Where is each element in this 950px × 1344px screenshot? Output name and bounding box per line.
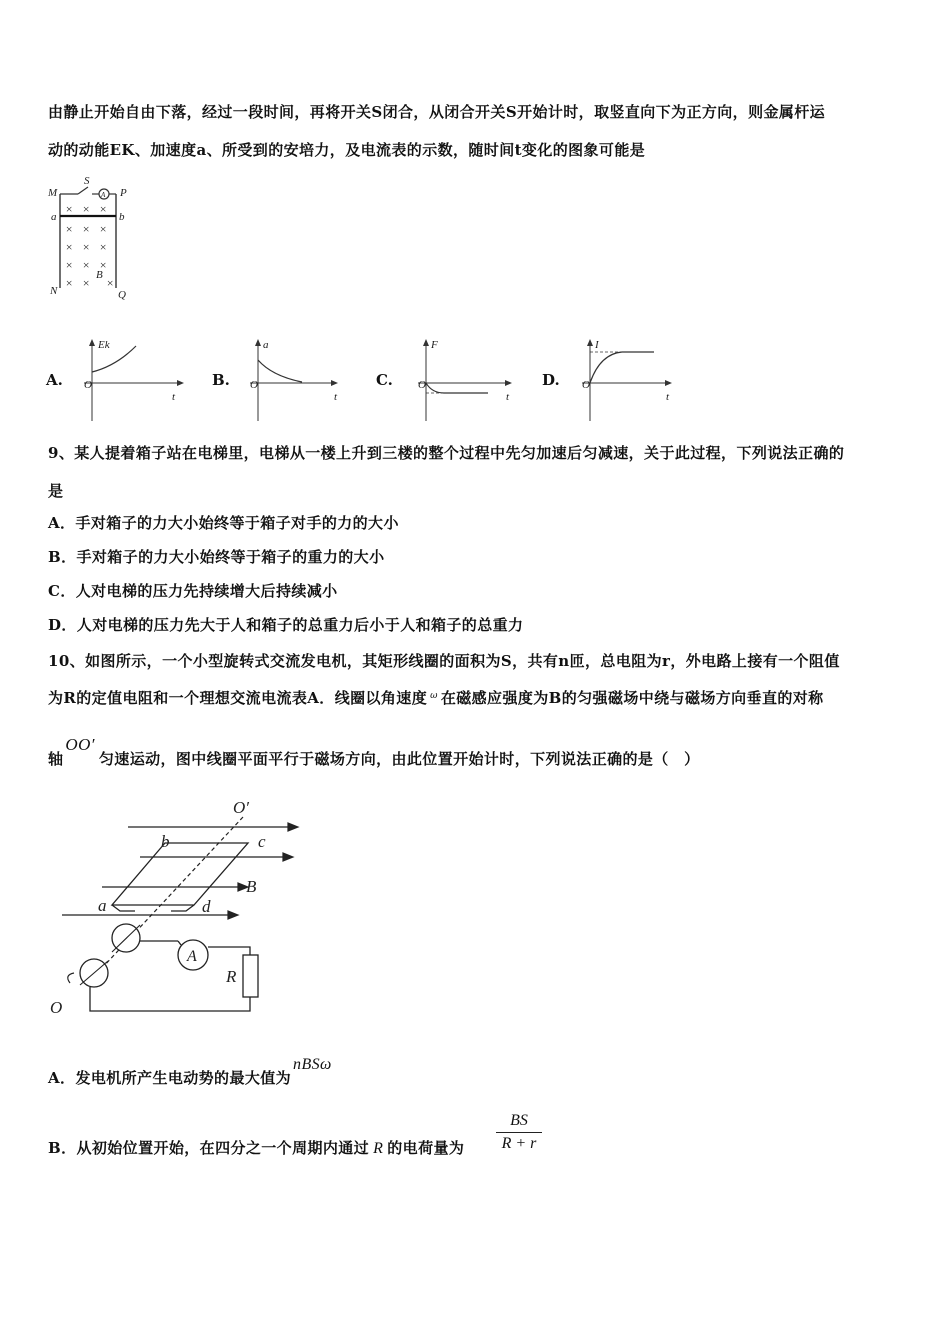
label-P: P (120, 187, 127, 199)
intro-line-2: 动的动能EK、加速度a、所受到的安培力，及电流表的示数，随时间t变化的图象可能是 (48, 141, 646, 159)
graph-c-origin: O (418, 379, 426, 391)
svg-text:×: × (82, 240, 91, 254)
svg-text:×: × (65, 222, 74, 236)
svg-text:×: × (99, 202, 108, 216)
svg-text:×: × (65, 240, 74, 254)
graph-b-xlabel: t (334, 391, 338, 403)
svg-text:×: × (65, 258, 74, 272)
fraction-denominator: R + r (501, 1135, 537, 1152)
q10-option-a (48, 1056, 332, 1088)
graph-a-ek-vs-t (84, 336, 194, 426)
graph-option-a-label: A. (46, 371, 63, 389)
label-S: S (84, 175, 90, 187)
q10-stem-line-2 (48, 687, 824, 708)
q10-option-a-text: A．发电机所产生电动势的最大值为 (48, 1069, 292, 1087)
fig-label-O: O (50, 998, 63, 1017)
fig-label-b: b (161, 832, 170, 851)
fig-label-R: R (226, 967, 237, 986)
graph-a-xlabel: t (172, 391, 176, 403)
graph-d-i-vs-t (582, 336, 692, 426)
q10-stem-3a: 轴 (48, 750, 64, 768)
fig-label-B: B (246, 877, 257, 896)
axis-symbol: OO′ (65, 735, 95, 754)
svg-text:×: × (99, 240, 108, 254)
label-M: M (48, 187, 58, 199)
graph-b-origin: O (250, 379, 258, 391)
svg-text:×: × (99, 222, 108, 236)
fig-label-d: d (202, 897, 211, 916)
intro-line-1: 由静止开始自由下落，经过一段时间，再将开关S闭合，从闭合开关S开始计时，取竖直向下为正方向，则金属杆运 (48, 103, 826, 121)
q10-option-b-R: R (373, 1140, 384, 1157)
graph-a-ylabel: Ek (98, 339, 110, 351)
graph-a-origin: O (84, 379, 92, 391)
svg-text:×: × (82, 276, 91, 290)
q10-stem-2b: 在磁感应强度为B的匀强磁场中绕与磁场方向垂直的对称 (440, 689, 824, 707)
q10-stem-line-3 (48, 735, 700, 769)
q9-option-b: B．手对箱子的力大小始终等于箱子的重力的大小 (48, 548, 385, 566)
q10-option-b-text2: 的电荷量为 (387, 1139, 465, 1157)
svg-text:×: × (82, 222, 91, 236)
q9-option-d: D．人对电梯的压力先大于人和箱子的总重力后小于人和箱子的总重力 (48, 616, 524, 634)
q10-option-a-formula: nBSω (293, 1056, 332, 1073)
svg-text:×: × (82, 258, 91, 272)
svg-text:×: × (82, 202, 91, 216)
fig-label-ammeter: A (187, 948, 197, 965)
q10-stem-line-1: 10、如图所示，一个小型旋转式交流发电机，其矩形线圈的面积为S，共有n匝，总电阻为r，外电路上接有一个阻值 (48, 652, 840, 670)
label-N: N (50, 285, 58, 297)
svg-text:×: × (99, 258, 108, 272)
svg-text:×: × (106, 276, 115, 290)
q9-stem-line-2: 是 (48, 482, 64, 500)
label-Q: Q (118, 289, 126, 301)
fig-label-a: a (98, 896, 107, 915)
graph-c-f-vs-t (418, 336, 528, 426)
svg-text:×: × (65, 276, 74, 290)
generator-figure (40, 795, 320, 1025)
graph-b-a-vs-t (250, 336, 360, 426)
fig-label-O-prime: O′ (233, 798, 249, 817)
q10-option-b-text: B．从初始位置开始，在四分之一个周期内通过 (48, 1139, 370, 1157)
graph-option-b-label: B. (212, 371, 230, 389)
graph-c-ylabel: F (431, 339, 438, 351)
graph-d-xlabel: t (666, 391, 670, 403)
q9-option-a: A．手对箱子的力大小始终等于箱子对手的力的大小 (48, 514, 399, 532)
q10-stem-3b: 匀速运动，图中线圈平面平行于磁场方向，由此位置开始计时，下列说法正确的是（ ） (98, 750, 700, 768)
graph-option-d-label: D. (542, 371, 560, 389)
label-ammeter: A (101, 191, 106, 199)
graph-c-xlabel: t (506, 391, 510, 403)
q9-stem-line-1: 9、某人提着箱子站在电梯里，电梯从一楼上升到三楼的整个过程中先匀加速后匀减速，关于此过程，下列说法正确的 (48, 444, 845, 462)
fig-label-c: c (258, 832, 266, 851)
q10-option-b-fraction (496, 1112, 542, 1153)
label-b: b (119, 211, 125, 223)
graph-b-ylabel: a (263, 339, 269, 351)
label-a: a (51, 211, 57, 223)
graph-d-origin: O (582, 379, 590, 391)
svg-text:×: × (65, 202, 74, 216)
magnetic-field-crosses (65, 202, 114, 290)
rail-circuit-figure (48, 176, 148, 301)
graph-option-c-label: C. (376, 371, 393, 389)
label-B-field: B (96, 269, 103, 281)
q10-option-b (48, 1137, 464, 1158)
fraction-numerator: BS (496, 1112, 542, 1133)
q9-option-c: C．人对电梯的压力先持续增大后持续减小 (48, 582, 338, 600)
q10-stem-2a: 为R的定值电阻和一个理想交流电流表A．线圈以角速度 (48, 689, 428, 707)
omega-symbol: ω (430, 691, 438, 701)
graph-d-ylabel: I (595, 339, 599, 351)
